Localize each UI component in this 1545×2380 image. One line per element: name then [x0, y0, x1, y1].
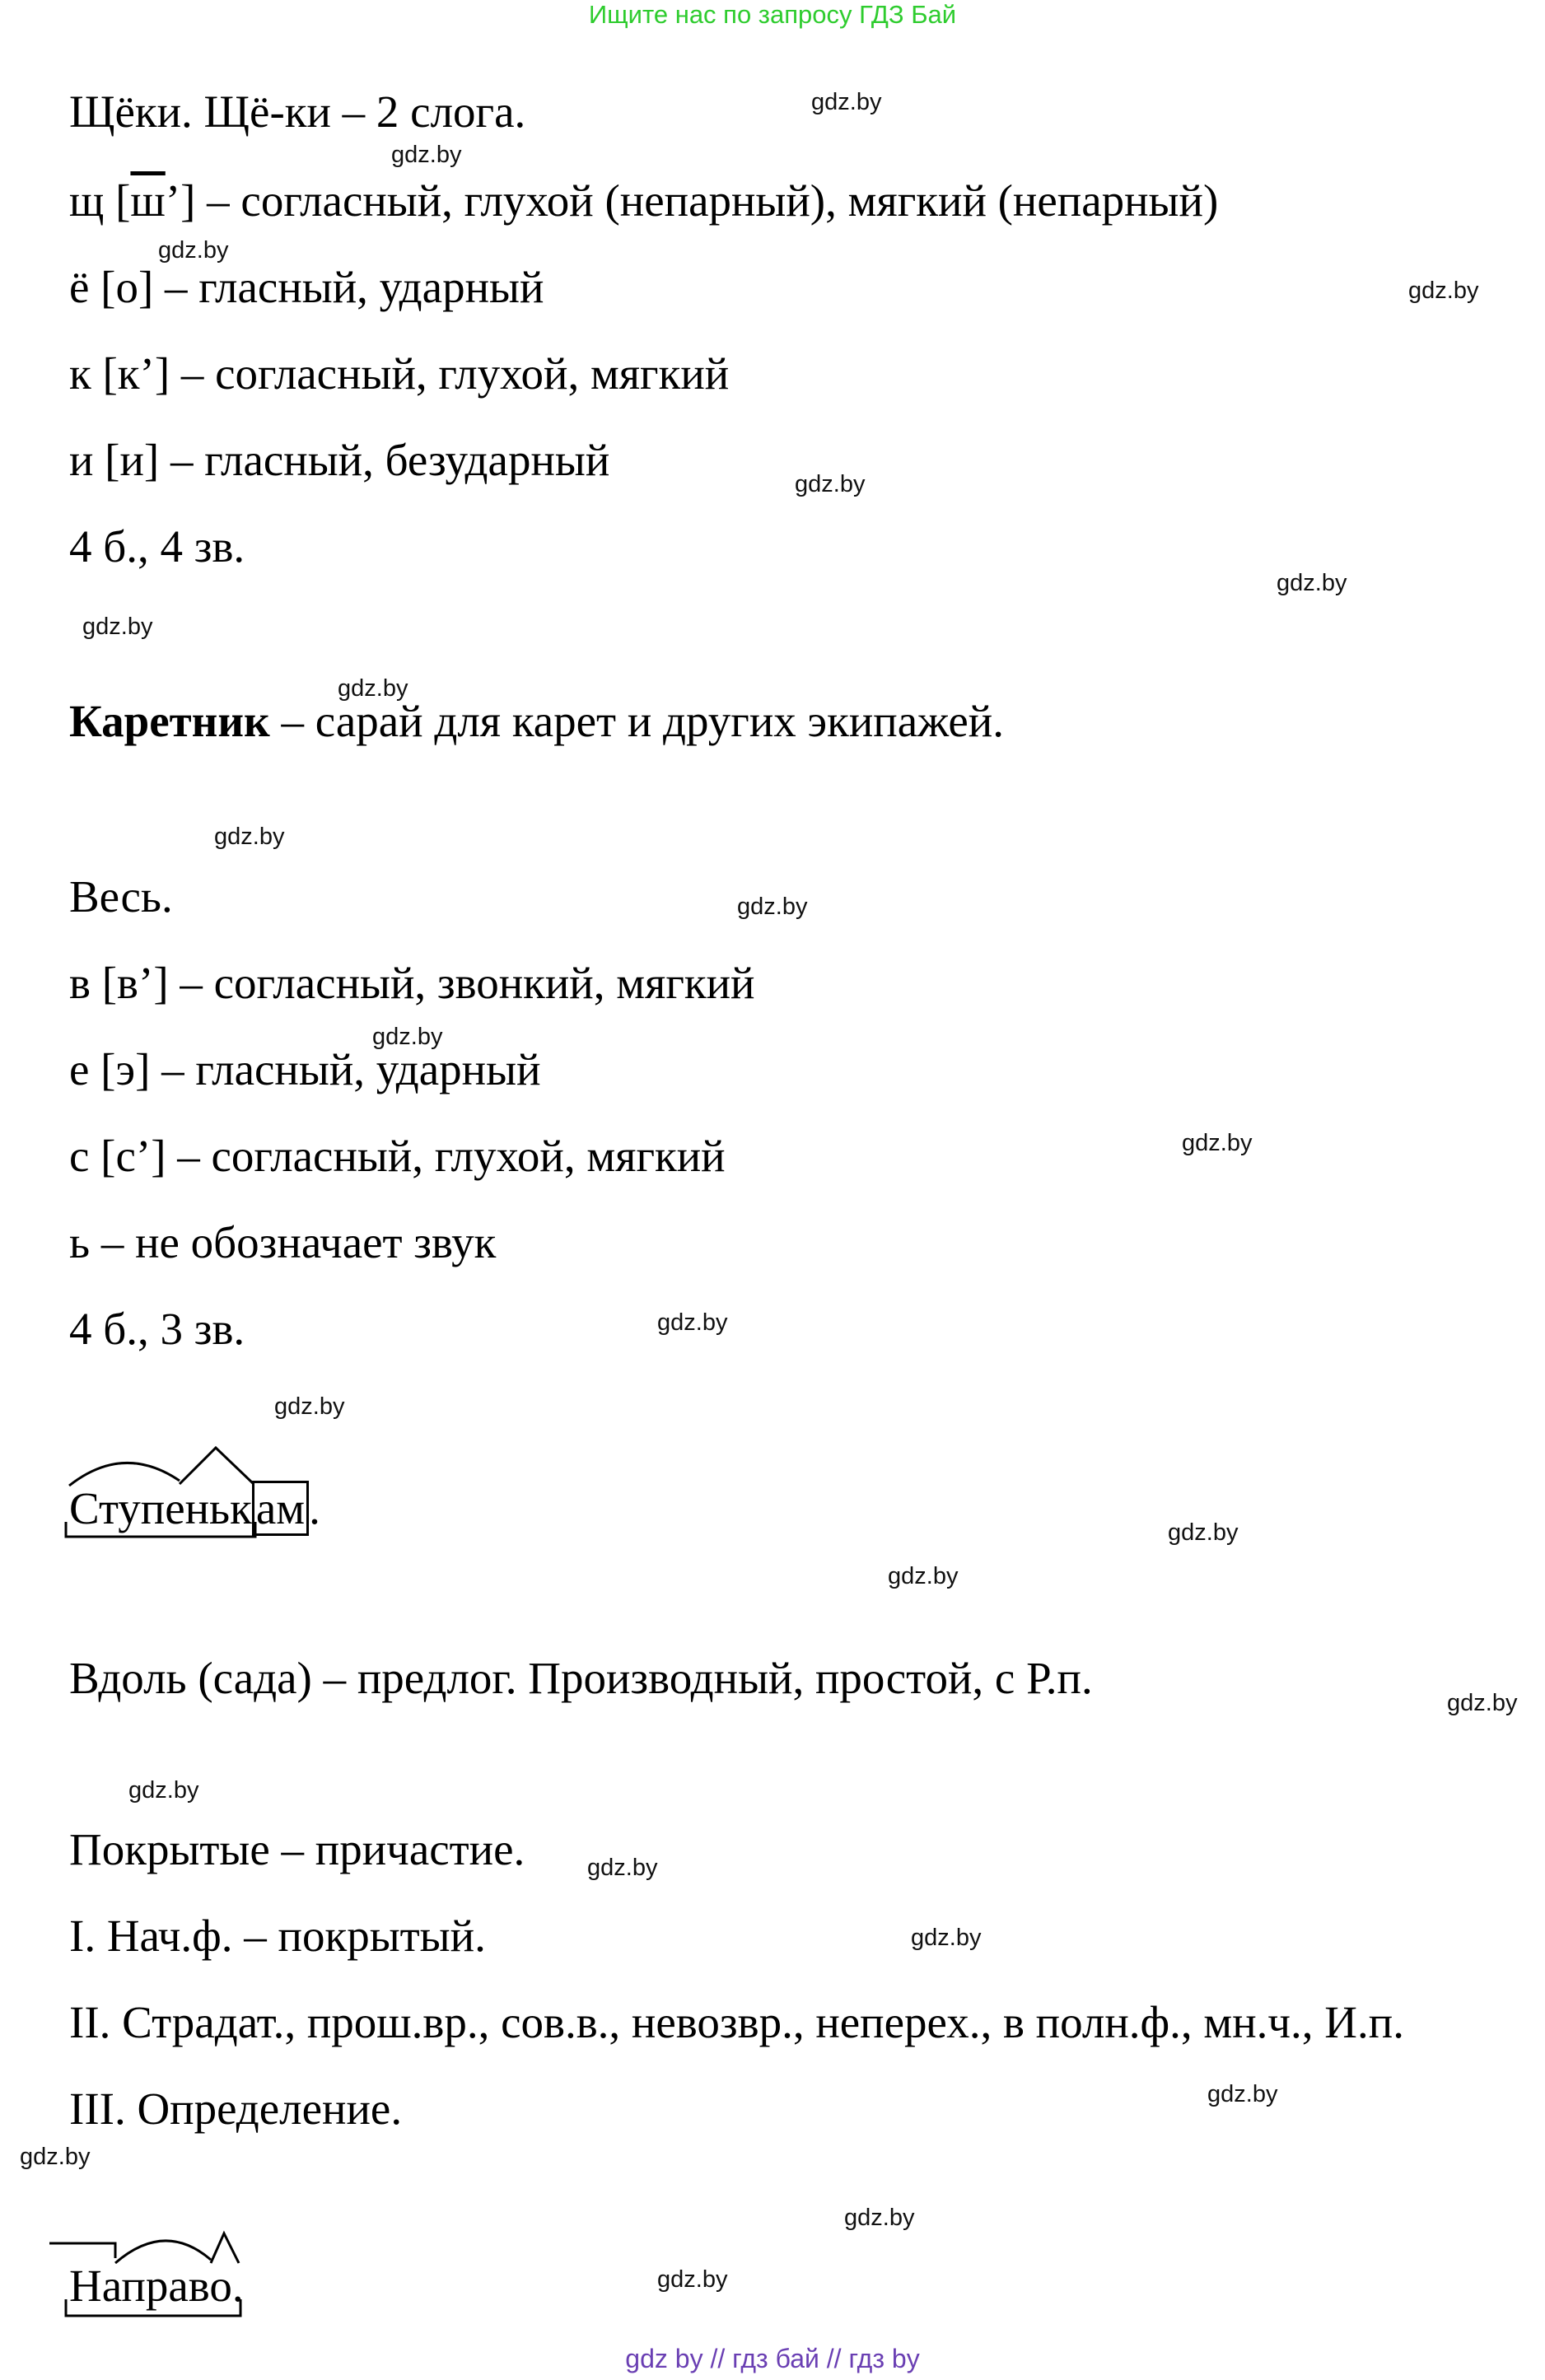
watermark: gdz.by — [338, 675, 408, 702]
watermark: gdz.by — [20, 2144, 91, 2170]
watermark: gdz.by — [274, 1393, 345, 1420]
morph-dot: . — [309, 1483, 320, 1533]
watermark: gdz.by — [911, 1925, 982, 1951]
watermark: gdz.by — [657, 1309, 728, 1336]
block1-line: ё [о] – гласный, ударный — [69, 262, 544, 312]
watermark: gdz.by — [128, 1777, 199, 1804]
watermark: gdz.by — [1408, 278, 1479, 304]
watermark: gdz.by — [888, 1563, 959, 1589]
watermark: gdz.by — [158, 237, 229, 264]
block2-line: Весь. — [69, 871, 173, 922]
suffix-caret-mark — [180, 1448, 254, 1484]
watermark: gdz.by — [795, 471, 866, 497]
morph2-word: Направо — [69, 2261, 232, 2311]
watermark: gdz.by — [1168, 1519, 1239, 1546]
block2-line: е [э] – гласный, ударный — [69, 1044, 541, 1094]
watermark: gdz.by — [372, 1024, 443, 1050]
sh-prefix: щ [ — [69, 175, 131, 226]
watermark: gdz.by — [737, 894, 808, 920]
watermark: gdz.by — [1207, 2081, 1278, 2107]
root-arc-mark — [69, 1463, 180, 1486]
watermark: gdz.by — [844, 2205, 915, 2231]
block1-line: и [и] – гласный, безударный — [69, 435, 610, 485]
block1-line: к [к’] – согласный, глухой, мягкий — [69, 348, 730, 399]
sh-suffix: ’] – согласный, глухой (непарный), мягкий (непарный) — [165, 175, 1219, 226]
watermark: gdz.by — [657, 2266, 728, 2293]
block2-line: с [с’] – согласный, глухой, мягкий — [69, 1131, 726, 1181]
block2-line: ь – не обозначает звук — [69, 1217, 497, 1267]
participle-line: II. Страдат., прош.вр., сов.в., невозвр., неперех., в полн.ф., мн.ч., И.п. — [69, 1997, 1404, 2047]
suffix-caret-mark — [211, 2233, 239, 2263]
block1-line: 4 б., 4 зв. — [69, 521, 245, 572]
watermark: gdz.by — [1182, 1130, 1253, 1156]
morph-ending: ам — [252, 1481, 309, 1536]
definition-text: – сарай для карет и других экипажей. — [269, 696, 1004, 746]
morph-stem: Ступеньк — [69, 1483, 252, 1533]
stem-bracket-mark — [66, 2299, 240, 2316]
definition-term: Каретник — [69, 696, 270, 746]
participle-line: III. Определение. — [69, 2084, 403, 2134]
participle-line: Покрытые – причастие. — [69, 1824, 525, 1874]
preposition-line: Вдоль (сада) – предлог. Производный, простой, с Р.п. — [69, 1653, 1093, 1703]
sh-sound: ш — [130, 175, 166, 226]
watermark: gdz.by — [82, 614, 153, 640]
watermark: gdz.by — [1277, 570, 1347, 596]
watermark: gdz.by — [214, 824, 285, 850]
watermark: gdz.by — [1447, 1690, 1518, 1716]
block2-line: в [в’] – согласный, звонкий, мягкий — [69, 958, 755, 1008]
root-arc-mark — [115, 2241, 211, 2263]
footer-links[interactable]: gdz by // гдз бай // гдз by — [625, 2344, 920, 2373]
watermark: gdz.by — [391, 142, 462, 168]
stem-bracket-mark — [66, 1522, 255, 1537]
block1-title: Щёки. Щё-ки – 2 слога. — [69, 86, 526, 137]
participle-line: I. Нач.ф. – покрытый. — [69, 1911, 486, 1961]
watermark: gdz.by — [587, 1855, 658, 1881]
watermark: gdz.by — [811, 89, 882, 115]
search-banner[interactable]: Ищите нас по запросу ГДЗ Бай — [588, 0, 957, 29]
block2-line: 4 б., 3 зв. — [69, 1304, 245, 1354]
morph2-dot: . — [231, 2261, 244, 2311]
prefix-mark — [49, 2243, 115, 2258]
